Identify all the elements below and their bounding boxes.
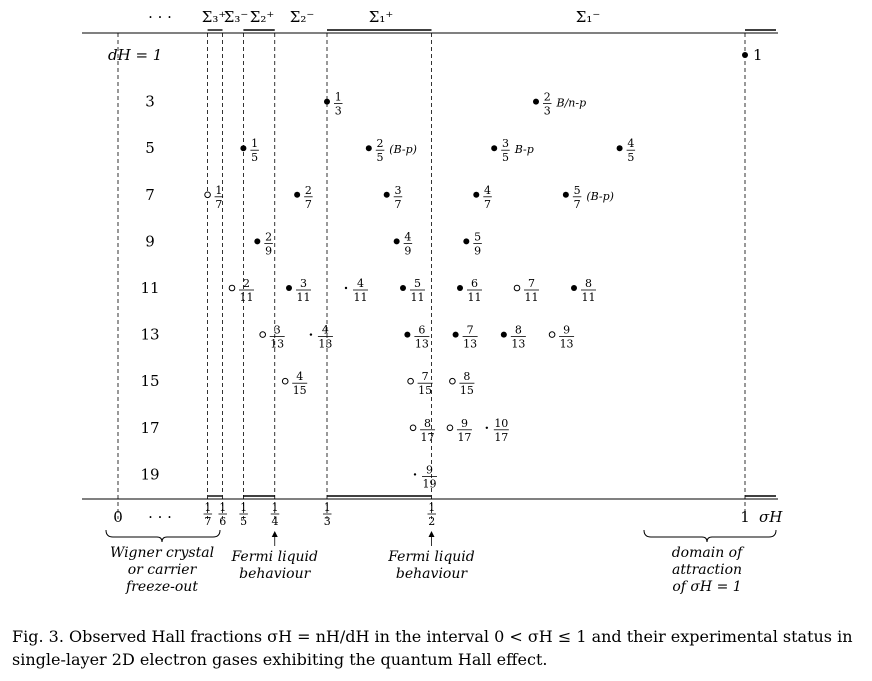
fraction-numerator: 4	[484, 183, 492, 197]
fraction-numerator: 8	[424, 416, 432, 430]
fraction-denominator: 5	[501, 151, 509, 165]
wigner-brace	[106, 530, 220, 542]
row-label-dh: 15	[140, 372, 160, 391]
fraction-denominator: 7	[304, 197, 312, 211]
candidate-point	[450, 378, 456, 384]
fraction-numerator: 4	[296, 370, 304, 384]
fraction-label	[270, 324, 285, 351]
status-note: (B-p)	[586, 189, 614, 203]
observed-point	[400, 285, 406, 291]
bottom-axis	[113, 501, 783, 546]
row-label-dh: 5	[145, 139, 155, 158]
fraction-numerator: 4	[357, 277, 364, 290]
fraction-label	[318, 324, 333, 351]
fraction-denominator: 17	[420, 430, 435, 444]
fraction-numerator: 1	[240, 501, 248, 514]
axis-sigma-label: σH	[759, 508, 783, 526]
fraction-denominator: 19	[422, 477, 437, 491]
observed-point	[473, 192, 479, 198]
fraction-numerator: 7	[466, 323, 474, 337]
observed-point	[457, 285, 463, 291]
fraction-label	[459, 370, 474, 397]
arrow-head	[272, 531, 278, 537]
fraction-numerator: 8	[463, 370, 471, 384]
status-note: B-p	[514, 143, 534, 157]
fraction-numerator: 2	[243, 277, 250, 290]
axis-one: 1	[740, 508, 750, 526]
status-note: B/n-p	[556, 96, 587, 110]
observed-point	[294, 192, 300, 198]
fraction-label	[376, 137, 385, 164]
fraction-label	[473, 230, 482, 257]
sigma2-minus-label: Σ₂⁻	[289, 8, 315, 26]
fraction-numerator: 3	[501, 137, 509, 151]
fraction-denominator: 11	[524, 291, 539, 304]
domain-label: of σH = 1	[672, 579, 742, 595]
fraction-denominator: 7	[204, 515, 212, 528]
fraction-denominator: 6	[219, 515, 227, 528]
wigner-label: freeze-out	[126, 579, 198, 595]
observed-point	[286, 285, 292, 291]
row-label-dh: 3	[145, 92, 155, 111]
observed-point	[240, 145, 246, 151]
observed-point	[491, 145, 497, 151]
fraction-label	[543, 91, 552, 118]
fraction-label	[420, 417, 435, 444]
fraction-label	[239, 277, 254, 304]
fraction-denominator: 9	[265, 244, 273, 258]
unconfirmed-point	[486, 427, 488, 429]
fraction-numerator: 1	[251, 137, 259, 151]
fraction-denominator: 11	[410, 291, 425, 304]
fraction-denominator: 3	[543, 104, 551, 118]
fermi-quarter-label: behaviour	[239, 566, 311, 582]
fraction-label	[215, 184, 224, 211]
axis-tick-label	[239, 501, 248, 528]
fraction-label	[334, 91, 343, 118]
fraction-numerator: 4	[321, 323, 329, 337]
wigner-label: or carrier	[127, 562, 197, 578]
fraction-denominator: 5	[376, 151, 384, 165]
fraction-label	[524, 277, 539, 304]
fraction-label	[559, 324, 574, 351]
fraction-denominator: 17	[457, 430, 472, 444]
fraction-numerator: 2	[265, 230, 273, 244]
status-note: (B-p)	[389, 143, 417, 157]
fraction-numerator: 6	[418, 323, 426, 337]
observed-point	[254, 238, 260, 244]
observed-point	[324, 99, 330, 105]
fraction-denominator: 17	[494, 430, 509, 444]
axis-zero: 0	[113, 508, 123, 526]
sigma3-minus-label: Σ₃⁻	[223, 8, 249, 26]
fraction-denominator: 15	[292, 384, 307, 398]
candidate-point	[514, 285, 520, 291]
fraction-numerator: 8	[514, 323, 522, 337]
fermi-quarter-label: Fermi liquid	[231, 549, 319, 565]
fraction-numerator: 1	[428, 501, 436, 514]
row-labels	[108, 46, 162, 483]
observed-point	[742, 52, 748, 58]
fraction-label	[296, 277, 311, 304]
fraction-numerator: 7	[528, 277, 535, 290]
observed-point	[463, 238, 469, 244]
candidate-point	[549, 332, 555, 338]
fraction-numerator: 2	[543, 90, 551, 104]
fraction-denominator: 2	[428, 515, 436, 528]
fraction-denominator: 7	[573, 197, 581, 211]
fraction-numerator: 3	[300, 277, 307, 290]
axis-tick-label	[323, 501, 332, 528]
fraction-denominator: 9	[474, 244, 482, 258]
axis-tick-label	[219, 501, 228, 528]
wigner-label: Wigner crystal	[109, 545, 215, 561]
axis-tick-label	[271, 501, 280, 528]
fraction-denominator: 11	[467, 291, 482, 304]
fraction-numerator: 8	[585, 277, 592, 290]
fraction-numerator: 4	[404, 230, 412, 244]
fraction-numerator: 5	[474, 230, 482, 244]
fraction-denominator: 11	[239, 291, 254, 304]
fraction-label	[304, 184, 313, 211]
fraction-denominator: 13	[511, 337, 526, 351]
fraction-denominator: 13	[414, 337, 429, 351]
fraction-denominator: 11	[353, 291, 368, 304]
row-label-dh: 11	[140, 279, 160, 297]
fraction-denominator: 15	[418, 384, 433, 398]
fraction-numerator: 1	[323, 501, 331, 514]
fraction-label	[292, 370, 307, 397]
fraction-numerator: 5	[414, 277, 421, 290]
fraction-numerator: 9	[563, 323, 571, 337]
fraction-denominator: 11	[581, 291, 596, 304]
candidate-point	[410, 425, 416, 431]
fraction-label	[463, 324, 478, 351]
fraction-label	[414, 324, 429, 351]
fraction-label	[353, 277, 368, 304]
fraction-denominator: 13	[270, 337, 285, 351]
fraction-numerator: 1	[204, 501, 212, 514]
fraction-denominator: 9	[404, 244, 412, 258]
observed-point	[617, 145, 623, 151]
fraction-label	[494, 417, 509, 444]
fraction-numerator: 2	[376, 137, 384, 151]
axis-dots: · · ·	[148, 508, 172, 526]
fraction-label	[627, 137, 636, 164]
fraction-numerator: 2	[304, 183, 312, 197]
observed-point	[563, 192, 569, 198]
fermi-half-label: behaviour	[395, 566, 468, 582]
fraction-denominator: 7	[484, 197, 492, 211]
fraction-label	[467, 277, 482, 304]
fraction-label	[483, 184, 492, 211]
candidate-point	[205, 192, 211, 198]
top-dots: · · ·	[148, 8, 172, 26]
fraction-label	[457, 417, 472, 444]
fraction-label	[404, 230, 413, 257]
fraction-denominator: 13	[463, 337, 478, 351]
fraction-denominator: 5	[240, 515, 248, 528]
row-label-dh: 13	[140, 325, 160, 344]
fraction-denominator: 13	[318, 337, 333, 351]
observed-point	[384, 192, 390, 198]
fraction-label: 1	[753, 46, 763, 64]
fraction-label	[418, 370, 433, 397]
observed-point	[501, 332, 507, 338]
candidate-point	[447, 425, 453, 431]
sigma1-plus-label: Σ₁⁺	[368, 8, 394, 26]
fraction-numerator: 6	[471, 277, 478, 290]
sigma2-plus-label: Σ₂⁺	[249, 8, 275, 26]
row-label-dh: 19	[140, 465, 160, 484]
arrow-head	[429, 531, 435, 537]
fraction-numerator: 10	[494, 416, 509, 430]
row-label-dh: 17	[140, 418, 160, 437]
fraction-numerator: 9	[426, 463, 433, 477]
observed-point	[571, 285, 577, 291]
fraction-denominator: 3	[334, 104, 342, 118]
fraction-label	[264, 230, 273, 257]
fraction-numerator: 9	[460, 416, 468, 430]
observed-point	[533, 99, 539, 105]
axes-frame	[82, 30, 778, 519]
row-label-dh: dH = 1	[108, 46, 163, 64]
observed-point	[404, 332, 410, 338]
fraction-label	[410, 277, 425, 304]
fraction-numerator: 3	[273, 323, 281, 337]
sigma1-minus-label: Σ₁⁻	[575, 8, 601, 26]
fraction-denominator: 7	[215, 197, 223, 211]
fraction-numerator: 4	[627, 137, 635, 151]
candidate-point	[282, 378, 288, 384]
domain-label: attraction	[671, 562, 743, 578]
unconfirmed-point	[310, 333, 312, 335]
sigma3-plus-label: Σ₃⁺	[201, 8, 227, 26]
fraction-numerator: 7	[421, 370, 429, 384]
fraction-denominator: 5	[627, 151, 635, 165]
axis-tick-label	[204, 501, 213, 528]
row-label-dh: 7	[145, 185, 155, 204]
fraction-points	[205, 46, 763, 490]
fraction-numerator: 1	[215, 183, 223, 197]
observed-point	[366, 145, 372, 151]
fraction-label	[394, 184, 403, 211]
fraction-denominator: 5	[251, 151, 259, 165]
fraction-label	[422, 463, 437, 490]
candidate-point	[408, 378, 414, 384]
fraction-denominator: 15	[459, 384, 474, 398]
domain-brace	[644, 530, 776, 542]
fraction-label	[250, 137, 259, 164]
region-annotations	[106, 530, 776, 595]
fraction-denominator: 4	[271, 515, 279, 528]
fraction-numerator: 1	[219, 501, 227, 514]
fraction-label	[581, 277, 596, 304]
candidate-point	[229, 285, 235, 291]
candidate-point	[260, 332, 266, 338]
fraction-numerator: 1	[334, 90, 342, 104]
sigma-labels	[148, 8, 600, 26]
row-label-dh: 9	[145, 232, 155, 251]
observed-point	[394, 238, 400, 244]
unconfirmed-point	[414, 473, 416, 475]
observed-point	[453, 332, 459, 338]
unconfirmed-point	[345, 287, 347, 289]
fraction-numerator: 1	[271, 501, 279, 514]
figure-caption: Fig. 3. Observed Hall fractions σH = nH/dH in the interval 0 < σH ≤ 1 and their experimental status in single-layer 2D electron gases exhibiting the quantum Hall effect.	[12, 627, 853, 669]
fraction-label	[511, 324, 526, 351]
fraction-denominator: 13	[559, 337, 574, 351]
axis-tick-label	[428, 501, 437, 528]
domain-label: domain of	[671, 545, 743, 561]
fraction-denominator: 3	[323, 515, 331, 528]
fraction-numerator: 5	[573, 183, 581, 197]
fraction-label	[573, 184, 582, 211]
fraction-label	[501, 137, 510, 164]
fraction-denominator: 11	[296, 291, 311, 304]
fraction-denominator: 7	[394, 197, 402, 211]
fraction-numerator: 3	[394, 183, 402, 197]
fermi-half-label: Fermi liquid	[388, 549, 475, 565]
